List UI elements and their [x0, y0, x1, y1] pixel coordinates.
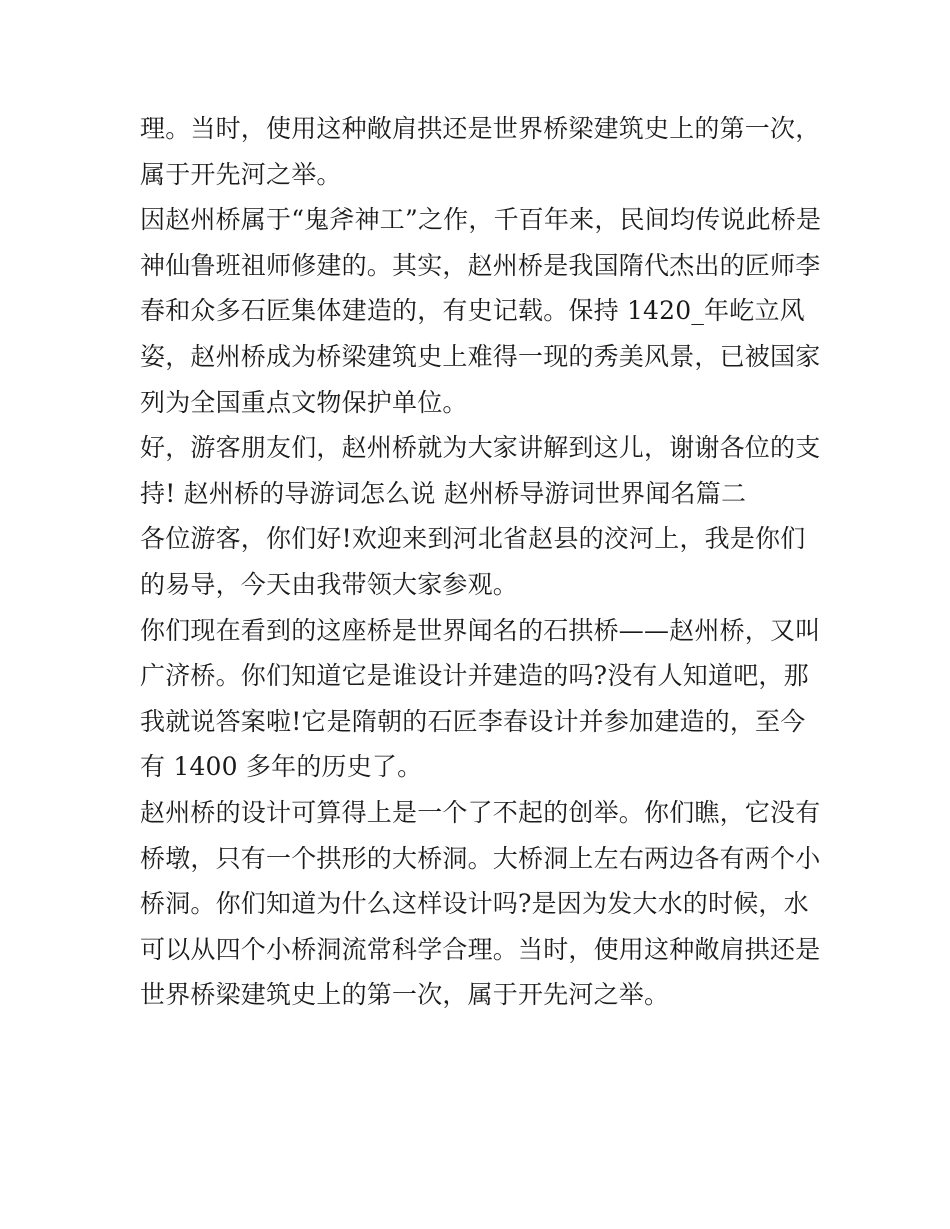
- text-line: 赵州桥的设计可算得上是一个了不起的创举。你们瞧，它没有: [140, 797, 821, 827]
- text-line: 的易导，今天由我带领大家参观。: [140, 569, 519, 599]
- text-line: 我就说答案啦!它是隋朝的石匠李春设计并参加建造的，至今: [140, 706, 806, 736]
- text-line: 神仙鲁班祖师修建的。其实，赵州桥是我国隋代杰出的匠师李: [140, 250, 821, 280]
- text-line: 桥洞。你们知道为什么这样设计吗?是因为发大水的时候，水: [140, 889, 809, 919]
- text-line: 春和众多石匠集体建造的，有史记载。保持 1420_年屹立风: [140, 296, 805, 326]
- text-line: 广济桥。你们知道它是谁设计并建造的吗?没有人知道吧，那: [140, 661, 809, 691]
- text-line: 属于开先河之举。: [140, 159, 342, 189]
- text-line: 好，游客朋友们，赵州桥就为大家讲解到这儿，谢谢各位的支: [140, 433, 821, 463]
- text-line: 理。当时，使用这种敞肩拱还是世界桥梁建筑史上的第一次，: [140, 114, 821, 143]
- text-line: 桥墩，只有一个拱形的大桥洞。大桥洞上左右两边各有两个小: [140, 843, 821, 873]
- text-line: 世界桥梁建筑史上的第一次，属于开先河之举。: [140, 980, 670, 1010]
- text-line: 持! 赵州桥的导游词怎么说 赵州桥导游词世界闻名篇二: [140, 478, 747, 508]
- text-line: 列为全国重点文物保护单位。: [140, 387, 468, 417]
- text-line: 各位游客，你们好!欢迎来到河北省赵县的洨河上，我是你们: [140, 524, 806, 554]
- text-line: 可以从四个小桥洞流常科学合理。当时，使用这种敞肩拱还是: [140, 934, 821, 964]
- document-text: [140, 106, 820, 1018]
- text-line: 有 1400 多年的历史了。: [140, 752, 423, 782]
- text-line: 姿，赵州桥成为桥梁建筑史上难得一现的秀美风景，已被国家: [140, 341, 821, 371]
- text-line: 你们现在看到的这座桥是世界闻名的石拱桥——赵州桥，又叫: [140, 615, 821, 645]
- text-line: 因赵州桥属于“鬼斧神工”之作，千百年来，民间均传说此桥是: [140, 205, 822, 235]
